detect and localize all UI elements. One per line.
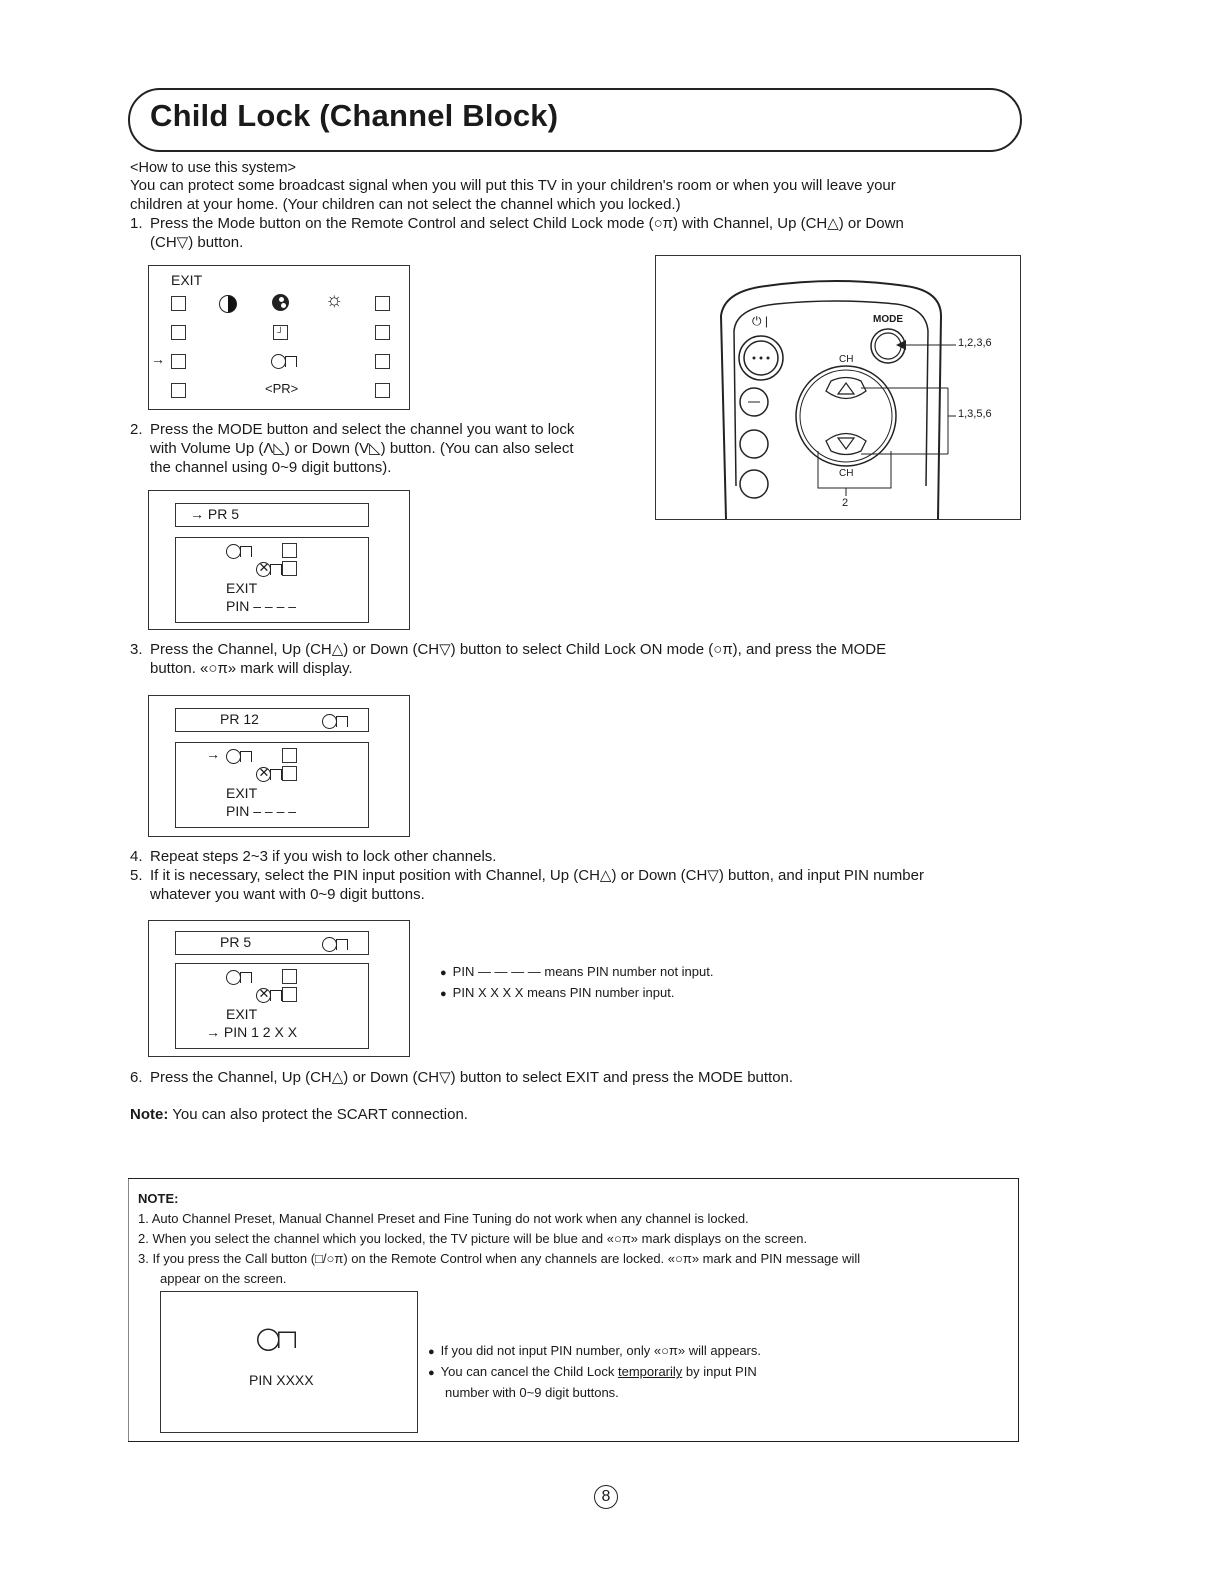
pin-legend: ● PIN — — — — means PIN number not input. ● PIN X X X X means PIN number input. <box>440 962 713 1004</box>
menu-checkbox <box>171 354 186 369</box>
step-1: 1. Press the Mode button on the Remote Control and select Child Lock mode (○π) with Channel, Up (CH△) or Down (CH▽) button. <box>130 215 904 251</box>
menu-checkbox <box>375 354 390 369</box>
intro-paragraph: You can protect some broadcast signal when you will put this TV in your children's room or when you will leave your children at your home. (Your children can not select the channel which you locked.) <box>130 177 896 213</box>
osd-channel-menu-step5 <box>148 920 410 1057</box>
menu-checkbox <box>375 325 390 340</box>
osd-body: ✕ EXIT → PIN 1 2 X X <box>175 963 369 1049</box>
menu-exit-label: EXIT <box>171 272 203 288</box>
lock-on-indicator-icon <box>322 713 348 729</box>
note-bullets: ● If you did not input PIN number, only «○π» will appears. ● You can cancel the Child Lock temporarily by input PIN number with 0~9 digit buttons. <box>428 1341 988 1403</box>
lock-on-checkbox <box>282 969 297 984</box>
step-4: 4. Repeat steps 2~3 if you wish to lock other channels. <box>130 848 497 865</box>
clock-icon: ┘ <box>273 325 288 340</box>
note-list: 1. Auto Channel Preset, Manual Channel Preset and Fine Tuning do not work when any channel is locked. 2. When you select the channel which you locked, the TV picture will be blue and «○π» mark displays on the screen. 3. If you press the Call button (□/○π) on the Remote Control when any channels are locked. «○π» mark and PIN message will appear on the screen. <box>138 1211 861 1286</box>
page-number: 8 <box>594 1485 618 1509</box>
osd-main-menu <box>148 265 410 410</box>
lock-on-checkbox <box>282 748 297 763</box>
mode-label: MODE <box>873 314 903 325</box>
menu-checkbox <box>171 325 186 340</box>
remote-illustration <box>655 255 1021 520</box>
brightness-icon: ☼ <box>325 289 344 311</box>
step-3: 3. Press the Channel, Up (CH△) or Down (CH▽) button to select Child Lock ON mode (○π), and press the MODE button. «○π» mark will display. <box>130 641 887 677</box>
scart-note: Note: You can also protect the SCART connection. <box>130 1106 468 1123</box>
osd-channel-menu-step2 <box>148 490 410 630</box>
step-2: 2. Press the MODE button and select the channel you want to lock with Volume Up (Λ◺) or Down (V◺) button. (You can also select the channel using 0~9 digit buttons). <box>130 421 575 476</box>
menu-checkbox <box>375 296 390 311</box>
lock-off-icon: ✕ <box>256 987 282 1003</box>
lock-off-checkbox <box>282 987 297 1002</box>
note-heading: NOTE: <box>138 1191 179 1206</box>
lock-on-icon <box>226 543 252 559</box>
lock-on-icon <box>226 748 252 764</box>
lock-on-icon <box>226 969 252 985</box>
pr-label: <PR> <box>265 381 299 396</box>
menu-checkbox <box>375 383 390 398</box>
menu-checkbox <box>171 383 186 398</box>
lock-off-checkbox <box>282 766 297 781</box>
remote-control-diagram <box>656 256 1020 519</box>
menu-checkbox <box>171 296 186 311</box>
osd-header: → PR 5 <box>175 503 369 527</box>
callout-volume: 2 <box>842 497 849 509</box>
osd-body: ✕ EXIT PIN – – – – <box>175 537 369 623</box>
ch-down-label: CH <box>839 468 854 479</box>
lock-on-indicator-icon <box>322 936 348 952</box>
osd-header: PR 12 <box>175 708 369 732</box>
lock-on-checkbox <box>282 543 297 558</box>
osd-header: PR 5 <box>175 931 369 955</box>
contrast-icon <box>219 295 237 313</box>
callout-mode: 1,2,3,6 <box>958 337 992 349</box>
lock-off-checkbox <box>282 561 297 576</box>
lock-off-icon: ✕ <box>256 561 282 577</box>
step-5: 5. If it is necessary, select the PIN input position with Channel, Up (CH△) or Down (CH▽) button, and input PIN number whatever you want with 0~9 digit buttons. <box>130 867 924 903</box>
child-lock-icon <box>271 353 297 369</box>
lock-on-icon <box>257 1327 296 1351</box>
ch-up-label: CH <box>839 354 854 365</box>
osd-channel-menu-step3 <box>148 695 410 837</box>
section-subheading: <How to use this system> <box>130 160 297 176</box>
selection-arrow: → <box>151 351 165 367</box>
step-6: 6. Press the Channel, Up (CH△) or Down (CH▽) button to select EXIT and press the MODE button. <box>130 1069 794 1086</box>
page-title: Child Lock (Channel Block) <box>150 98 559 133</box>
color-icon <box>272 294 289 311</box>
screen-pin-text: PIN XXXX <box>249 1372 314 1388</box>
osd-body: → ✕ EXIT PIN – – – – <box>175 742 369 828</box>
lock-off-icon: ✕ <box>256 766 282 782</box>
note-box <box>128 1178 1019 1442</box>
title-box <box>128 88 1022 152</box>
screen-pin-message <box>160 1291 418 1433</box>
power-label: ⏻ | <box>752 314 768 328</box>
callout-channel: 1,3,5,6 <box>958 408 992 420</box>
